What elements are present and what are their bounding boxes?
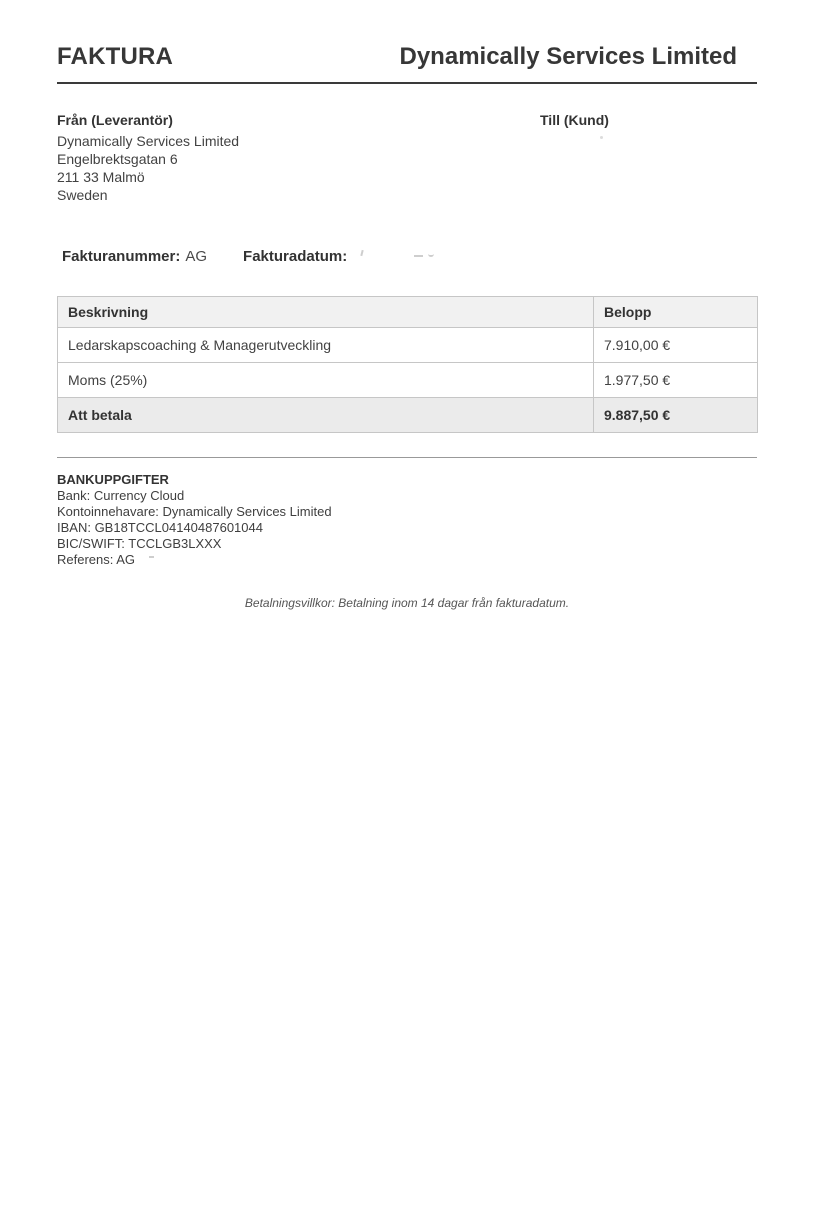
redaction-artifact <box>414 255 423 257</box>
from-company: Dynamically Services Limited <box>57 133 240 149</box>
from-city: 211 33 Malmö <box>57 169 145 185</box>
invoice-title: FAKTURA <box>57 43 174 70</box>
total-row <box>58 398 758 433</box>
bank-iban: IBAN: GB18TCCL04140487601044 <box>57 520 263 535</box>
bank-account-holder: Kontoinnehavare: Dynamically Services Limited <box>57 504 332 519</box>
row-description: Moms (25%) <box>58 363 594 398</box>
line-items-table <box>57 296 758 433</box>
invoice-number-value: AG <box>185 248 208 265</box>
row-description: Ledarskapscoaching & Managerutveckling <box>58 328 594 363</box>
redaction-artifact <box>600 136 603 139</box>
table-row <box>58 328 758 363</box>
bank-heading: BANKUPPGIFTER <box>57 472 169 487</box>
table-row <box>58 363 758 398</box>
invoice-date-label: Fakturadatum: <box>243 248 348 265</box>
row-amount: 7.910,00 € <box>594 328 758 363</box>
section-divider <box>57 457 757 458</box>
column-header-amount: Belopp <box>594 297 758 328</box>
invoice-header <box>57 43 757 71</box>
column-header-description: Beskrivning <box>58 297 594 328</box>
parties-section <box>57 111 757 204</box>
bank-name: Bank: Currency Cloud <box>57 488 185 503</box>
from-country: Sweden <box>57 187 108 203</box>
to-label: Till (Kund) <box>540 112 609 128</box>
company-name: Dynamically Services Limited <box>399 43 737 70</box>
invoice-page <box>57 0 757 610</box>
from-label: Från (Leverantör) <box>57 112 173 128</box>
bank-bic-swift: BIC/SWIFT: TCCLGB3LXXX <box>57 536 222 551</box>
invoice-meta <box>57 248 757 266</box>
total-amount: 9.887,50 € <box>594 398 758 433</box>
total-label: Att betala <box>58 398 594 433</box>
bank-details <box>57 472 757 568</box>
redaction-artifact <box>149 556 154 558</box>
from-street: Engelbrektsgatan 6 <box>57 151 178 167</box>
redaction-artifact <box>360 250 363 256</box>
table-header-row <box>58 297 758 328</box>
redaction-artifact <box>428 251 434 257</box>
bank-reference: Referens: AG <box>57 552 757 568</box>
from-block <box>57 111 540 204</box>
to-block <box>540 111 757 204</box>
invoice-number-label: Fakturanummer: <box>62 248 181 265</box>
header-divider <box>57 82 757 84</box>
row-amount: 1.977,50 € <box>594 363 758 398</box>
payment-terms: Betalningsvillkor: Betalning inom 14 dagar från fakturadatum. <box>244 596 570 610</box>
